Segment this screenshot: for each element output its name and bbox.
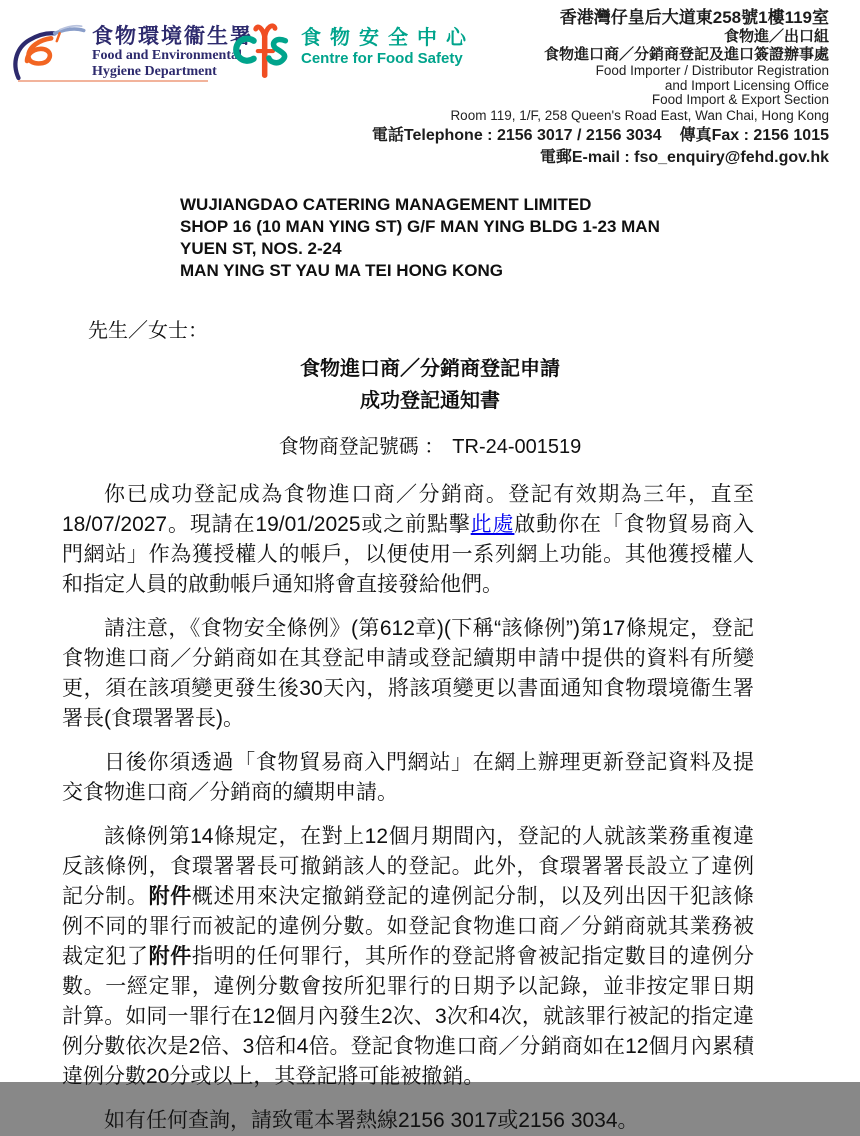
recipient-address-block <box>180 194 660 282</box>
fehd-logo-text <box>92 24 253 80</box>
paragraph-demerit-points <box>62 822 754 1092</box>
letter-title-line1: 食物進口商／分銷商登記申請 <box>300 358 560 380</box>
registration-number-label: 食物商登記號碼 ： <box>278 436 445 458</box>
letter-title <box>0 353 860 417</box>
department-address-block <box>372 8 829 168</box>
fehd-english-name-line2: Hygiene Department <box>92 64 217 79</box>
section-name-english: Food Import & Export Section <box>651 92 829 107</box>
office-name-english-line2: and Import Licensing Office <box>664 77 829 93</box>
recipient-address-line: YUEN ST, NOS. 2-24 <box>180 239 342 258</box>
fehd-logo-underline <box>18 80 208 82</box>
p4-segment-1: 該條例第14條規定，在對上12個月期間內，登記的人就該業務重複違反該條例，食環署署長可撤銷該人的登記。此外，食環署署長設立了違例記分制。 <box>62 825 754 908</box>
section-name-chinese: 食物進／出口組 <box>723 28 829 45</box>
salutation: 先生／女士： <box>88 320 208 342</box>
letter-title-line2: 成功登記通知書 <box>360 390 500 412</box>
paragraph-enquiry-hotline: 如有任何查詢，請致電本署熱線2156 3017或2156 3034。 <box>104 1109 639 1132</box>
phone-fax-line <box>372 126 829 146</box>
registration-number-line <box>0 430 860 459</box>
cfs-english-name: Centre for Food Safety <box>301 50 463 67</box>
telephone-numbers: 電話Telephone : 2156 3017 / 2156 3034 <box>371 126 662 144</box>
cfs-letters-icon <box>233 10 295 86</box>
p1-text-after-link: 啟動你在「食物貿易商入門網站」作為獲授權人的帳戶，以便使用一系列網上功能。其他獲授權人和指定人員的啟動帳戶通知將會直接發給他們。 <box>62 513 755 596</box>
recipient-name: WUJIANGDAO CATERING MANAGEMENT LIMITED <box>180 195 592 214</box>
p4-segment-2: 概述用來決定撤銷登記的違例記分制，以及列出因干犯該條例不同的罪行而被記的違例分數。如登記食物進口商／分銷商就其業務被裁定犯了 <box>62 885 755 968</box>
email-line: 電郵E-mail : fso_enquiry@fehd.gov.hk <box>539 148 829 166</box>
p4-annex-bold-2: 附件 <box>148 945 192 968</box>
p4-segment-3: 指明的任何罪行，其所作的登記將會被記指定數目的違例分數。一經定罪，違例分數會按所犯罪行的日期予以記錄，並非按定罪日期計算。如同一罪行在12個月內發生2次、3次和4次，就該罪行被記的指定違例分數依次是2倍、3倍和4倍。登記食物進口商／分銷商如在12個月內累積違例分數20分或以上，其登記將可能被撤銷。 <box>62 945 755 1088</box>
fax-number: 傳真Fax : 2156 1015 <box>679 126 829 144</box>
cfs-chinese-name: 食物安全中心 <box>301 27 475 49</box>
office-address-chinese: 香港灣仔皇后大道東258號1樓119室 <box>559 8 829 27</box>
office-address-english: Room 119, 1/F, 258 Queen's Road East, Wan Chai, Hong Kong <box>450 107 829 123</box>
p4-annex-bold-1: 附件 <box>148 885 192 908</box>
paragraph-change-notification: 請注意，《食物安全條例》(第612章)(下稱“該條例”)第17條規定，登記食物進口商／分銷商如在其登記申請或登記續期申請中提供的資料有所變更，須在該項變更發生後30天內，將該項變更以書面通知食物環境衞生署署長(食環署署長)。 <box>62 617 754 730</box>
paragraph-portal-renewal: 日後你須透過「食物貿易商入門網站」在網上辦理更新登記資料及提交食物進口商／分銷商的續期申請。 <box>62 751 754 804</box>
recipient-address-line: MAN YING ST YAU MA TEI HONG KONG <box>180 261 504 280</box>
recipient-address-line: SHOP 16 (10 MAN YING ST) G/F MAN YING BLDG 1-23 MAN <box>180 217 660 236</box>
fehd-english-name-line1: Food and Environmental <box>92 48 242 63</box>
paragraph-registration-success <box>62 480 754 600</box>
office-name-english-line1: Food Importer / Distributor Registration <box>595 63 829 78</box>
activate-account-link[interactable]: 此處 <box>470 513 515 536</box>
registration-number-value: TR-24-001519 <box>452 436 582 458</box>
fehd-chinese-name: 食物環境衞生署 <box>92 24 253 48</box>
office-name-chinese: 食物進口商／分銷商登記及進口簽證辦事處 <box>543 46 829 63</box>
letter-body <box>62 480 754 1136</box>
p1-text-before-link: 你已成功登記成為食物進口商／分銷商。登記有效期為三年，直至18/07/2027。現請在19/01/2025或之前點擊 <box>62 483 754 536</box>
